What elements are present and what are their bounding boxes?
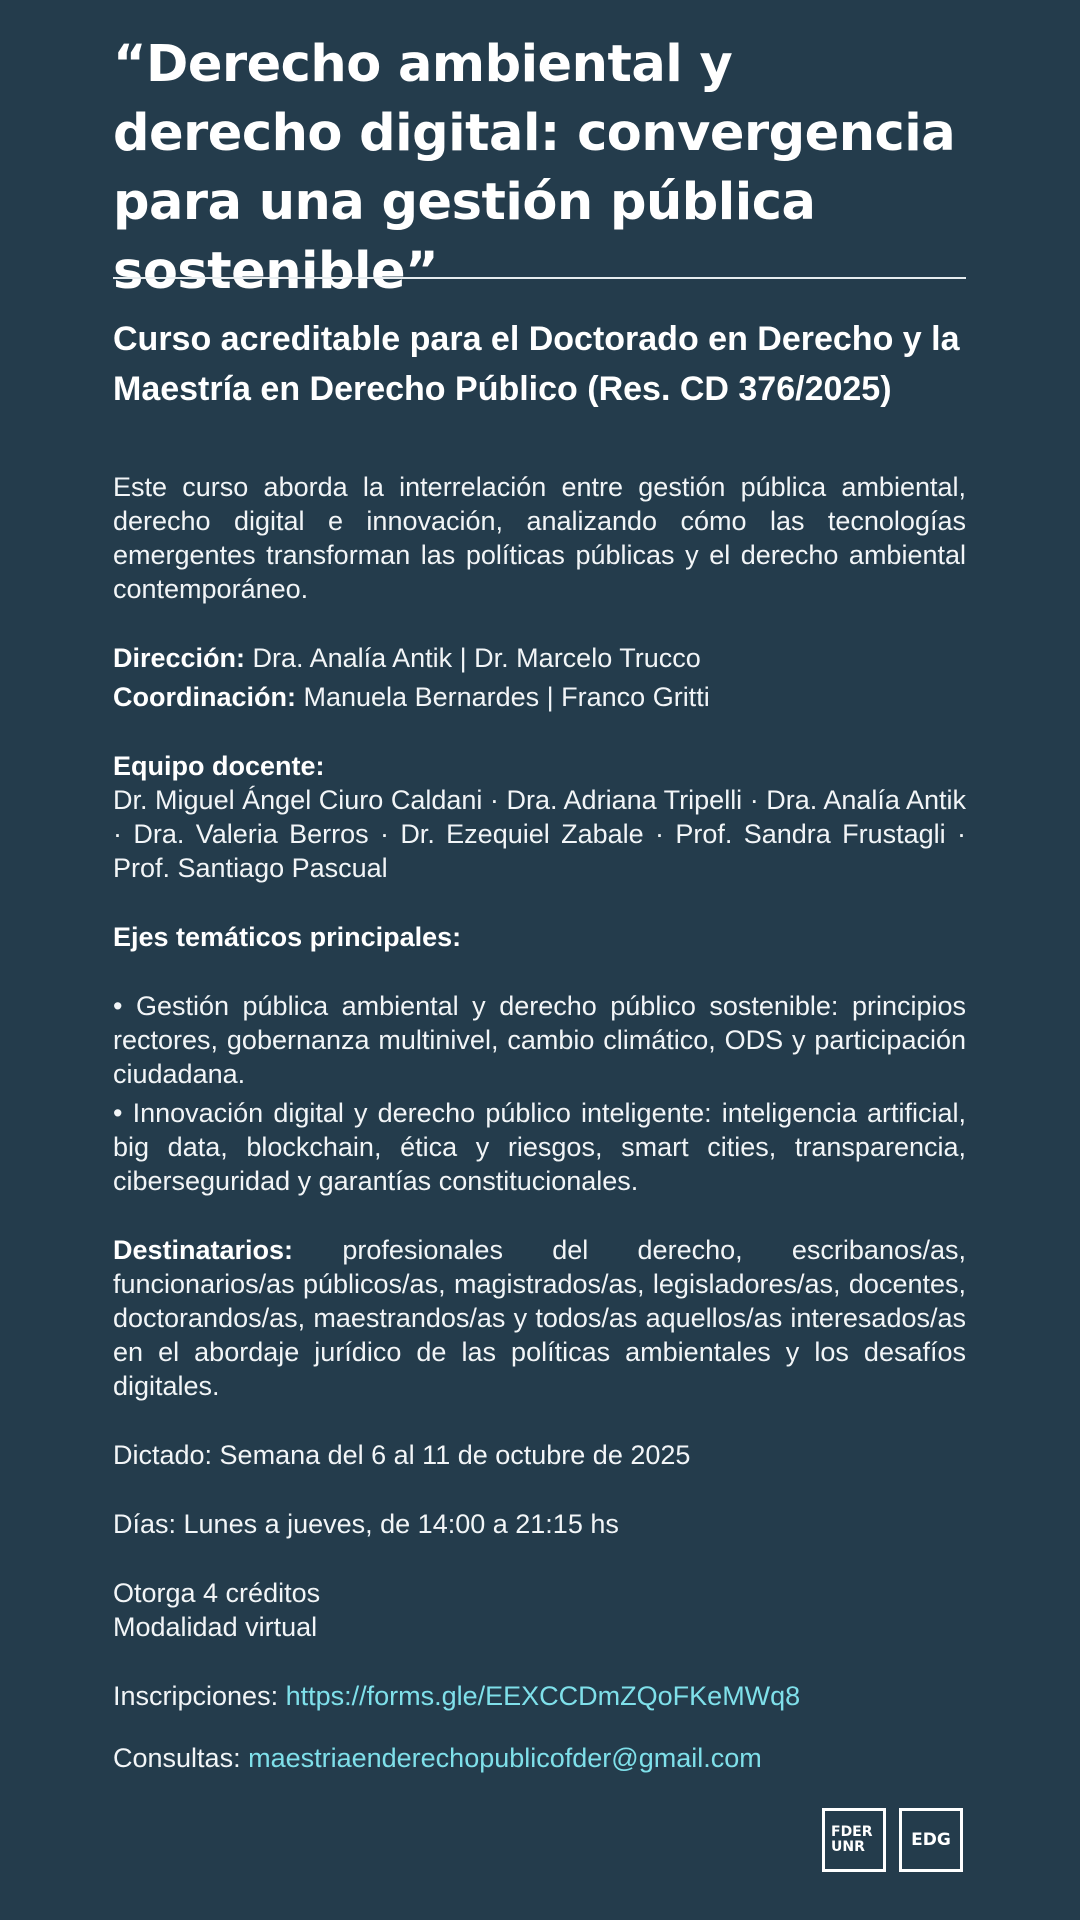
creditos-line: Otorga 4 créditos	[113, 1578, 321, 1608]
direccion-line	[113, 641, 966, 675]
dictado-line: Dictado: Semana del 6 al 11 de octubre de 2025	[113, 1440, 691, 1470]
unr-logo-text: UNR	[831, 1839, 865, 1855]
direccion-label: Dirección:	[113, 643, 246, 673]
ejes-item-ambiental: • Gestión pública ambiental y derecho público sostenible: principios rectores, gobernanza multinivel, cambio climático, ODS y participación ciudadana.	[113, 991, 966, 1089]
course-title: “Derecho ambiental y derecho digital: convergencia para una gestión pública sostenible”	[113, 35, 956, 301]
coordinacion-line	[113, 680, 966, 714]
inscripciones-link[interactable]: https://forms.gle/EEXCCDmZQoFKeMWq8	[285, 1681, 801, 1711]
consultas-line	[113, 1741, 966, 1775]
coordinacion-label: Coordinación:	[113, 682, 296, 712]
consultas-email-link[interactable]: maestriaenderechopublicofder@gmail.com	[248, 1743, 762, 1773]
consultas-label: Consultas:	[113, 1743, 249, 1773]
course-description: Este curso aborda la interrelación entre gestión pública ambiental, derecho digital e innovación, analizando cómo las tecnologías emergentes transforman las políticas públicas y el derecho ambiental contemporáneo.	[113, 472, 966, 604]
inscripciones-line	[113, 1679, 966, 1713]
ejes-label: Ejes temáticos principales:	[113, 922, 462, 952]
modalidad-line: Modalidad virtual	[113, 1612, 318, 1642]
fder-logo-text: FDER	[831, 1824, 873, 1840]
dias-line: Días: Lunes a jueves, de 14:00 a 21:15 hs	[113, 1509, 619, 1539]
direccion-value: Dra. Analía Antik | Dr. Marcelo Trucco	[245, 643, 701, 673]
ejes-item-digital: • Innovación digital y derecho público inteligente: inteligencia artificial, big data, blockchain, ética y riesgos, smart cities, transparencia, ciberseguridad y garantías constitucionales.	[113, 1098, 966, 1196]
course-subtitle: Curso acreditable para el Doctorado en Derecho y la Maestría en Derecho Público (Res. CD 376/2025)	[113, 320, 960, 408]
destinatarios-value: profesionales del derecho, escribanos/as, funcionarios/as públicos/as, magistrados/as, legisladores/as, docentes, doctorandos/as, maestrandos/as y todos/as aquellos/as interesados/as en el abordaje jurídico de las políticas ambientales y los desafíos digitales.	[113, 1235, 966, 1401]
destinatarios-paragraph	[113, 1233, 966, 1403]
edg-logo-text: EDG	[911, 1830, 951, 1850]
edg-logo	[899, 1808, 963, 1872]
course-details	[113, 470, 966, 1775]
institution-logos	[822, 1808, 968, 1878]
equipo-label: Equipo docente:	[113, 751, 325, 781]
fder-unr-logo	[822, 1808, 886, 1872]
inscripciones-label: Inscripciones:	[113, 1681, 286, 1711]
coordinacion-value: Manuela Bernardes | Franco Gritti	[296, 682, 710, 712]
title-divider	[113, 277, 966, 279]
equipo-value: Dr. Miguel Ángel Ciuro Caldani · Dra. Adriana Tripelli · Dra. Analía Antik · Dra. Valeria Berros · Dr. Ezequiel Zabale · Prof. Sandra Frustagli · Prof. Santiago Pascual	[113, 785, 966, 883]
destinatarios-label: Destinatarios:	[113, 1235, 294, 1265]
